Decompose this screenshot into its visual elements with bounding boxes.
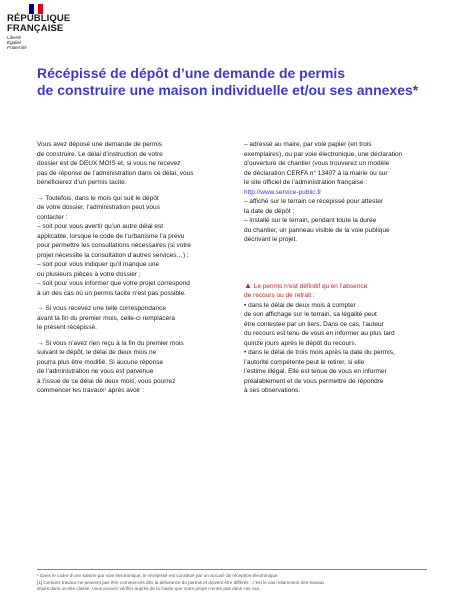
text-line: le présent récépissé. [37,324,97,331]
arrow-icon: → [37,305,44,312]
motto-liberte: Liberté [7,35,22,40]
title-line-2: de construire une maison individuelle et/ou ses annexes* [37,82,419,98]
text-line: la date de dépôt ; [244,207,295,215]
intro-paragraph [37,140,222,188]
text-line: pas de réponse de l’administration dans ce délai, vous [37,169,194,177]
motto-fraternite: Fraternité [7,45,27,50]
affichage-paragraph [244,140,444,245]
text-line: de votre dossier, l’administration peut vous [37,204,160,211]
text-line: commencer les travaux [37,387,105,394]
footnote-2: [1] Certains travaux ne peuvent pas être commencés dès la délivrance du permis et doivent être différés : c’est le cas notamment des travaux [37,579,325,585]
footnote-1: * Dans le cadre d’une saisine par voie électronique, le récépissé est constitué par un accusé de réception électronique. [37,573,279,578]
text-line: le site officiel de l’administration française : [244,179,368,186]
text-line: du chantier, un panneau visible de la voie publique [244,226,390,234]
text-line: – soit pour vous indiquer qu’il manque une [37,261,160,268]
text-line: contacter : [37,213,68,221]
title-line-1: Récépissé de dépôt d’une demande de permis [37,65,346,81]
text-line: applicable, lorsque le code de l’urbanisme l’a prévu [37,232,185,240]
text-line: dossier est de DEUX MOIS et, si vous ne recevez [37,160,181,167]
text-line: après avoir : [106,387,144,394]
text-line: pour permettre les consultations nécessaires (si votre [37,242,191,249]
text-line: pourra plus être modifié. Si aucune réponse [37,358,164,366]
text-line: – soit pour vous avertir qu’un autre délai est [37,223,164,230]
footnotes [37,569,427,593]
text-line: suivant le dépôt, le délai de deux mois ne [37,349,157,356]
text-line: d’ouverture de chantier (vous trouverez un modèle [244,160,390,167]
text-line: Si vous recevez une telle correspondance [45,305,166,312]
text-line: à ses observations. [244,387,301,394]
lettre-paragraph [37,304,222,333]
text-line: • dans le délai de deux mois à compter [244,301,356,309]
toutefois-paragraph [37,194,222,299]
text-line: à un des cas où un permis tacite n’est pas possible. [37,289,186,297]
text-line: ou plusieurs pièces à votre dossier ; [37,270,141,278]
text-line: quinze jours après le dépôt du recours. [244,339,357,347]
right-column [244,140,444,402]
left-column [37,140,222,402]
text-line: – soit pour vous informer que votre projet correspond [37,280,190,287]
text-line: être contestée par un tiers. Dans ce cas, l’auteur [244,320,384,328]
arrow-icon: → [37,194,44,202]
recours-paragraph [244,281,444,396]
text-line: avant la fin du premier mois, celle-ci remplacera [37,314,175,322]
text-line: – affiché sur le terrain ce récépissé pour attester [244,198,383,205]
page-title [37,65,442,99]
text-line: Si vous n’avez rien reçu à la fin du premier mois [45,339,184,347]
text-line: l’autorité compétente peut le retirer, si elle [244,358,365,366]
logo-motto [7,35,77,50]
text-line: Vous avez déposé une demande de permis [37,141,163,148]
text-line: à l’issue de ce délai de deux mois, vous pourrez [37,377,176,385]
text-line: du recours est tenu de vous en informer au plus tard [244,330,395,337]
marianne-logo [7,4,77,50]
text-line: préalablement et de vous permettre de répondre [244,377,384,385]
text-line: de recours ou de retrait : [244,292,315,299]
text-line: de construire. Le délai d’instruction de votre [37,150,163,158]
logo-republique: RÉPUBLIQUE [7,13,71,24]
text-line: bénéficierez d’un permis tacite. [37,179,127,186]
text-line: de l’administration ne vous est parvenue [37,368,154,375]
rien-recu-paragraph [37,339,222,396]
text-line: – adressé au maire, par voie papier (en trois [244,141,372,148]
text-line: – installé sur le terrain, pendant toute la durée [244,217,377,224]
warning-icon: ▲ [244,280,252,290]
text-line: • dans le délai de trois mois après la date du permis, [244,349,395,356]
arrow-icon: → [37,339,44,347]
text-line: de déclaration CERFA n° 13407 à la mairie ou sur [244,169,388,177]
text-line: projet nécessite la consultation d’autres services…) ; [37,251,189,259]
footnote-marker: ¹ [104,387,107,394]
text-line: exemplaires), ou par voie électronique, une déclaration [244,150,403,158]
text-line: Toutefois, dans le mois qui suit le dépôt [45,194,159,202]
service-public-link[interactable]: http://www.service-public.fr [244,188,322,196]
motto-egalite: Égalité [7,40,22,45]
text-line: l’estime illégal. Elle est tenue de vous en informer [244,368,387,375]
text-line: Le permis n’est définitif qu’en l’absence [253,282,368,290]
logo-francaise: FRANÇAISE [7,22,64,34]
text-line: de son affichage sur le terrain, sa légalité peut [244,311,377,318]
footnote-3: situés dans un site classé. Vous pouvez vérifier auprès de la mairie que votre projet n’entre pas dans ces cas. [37,586,261,591]
text-line: décrivant le projet. [244,236,298,243]
